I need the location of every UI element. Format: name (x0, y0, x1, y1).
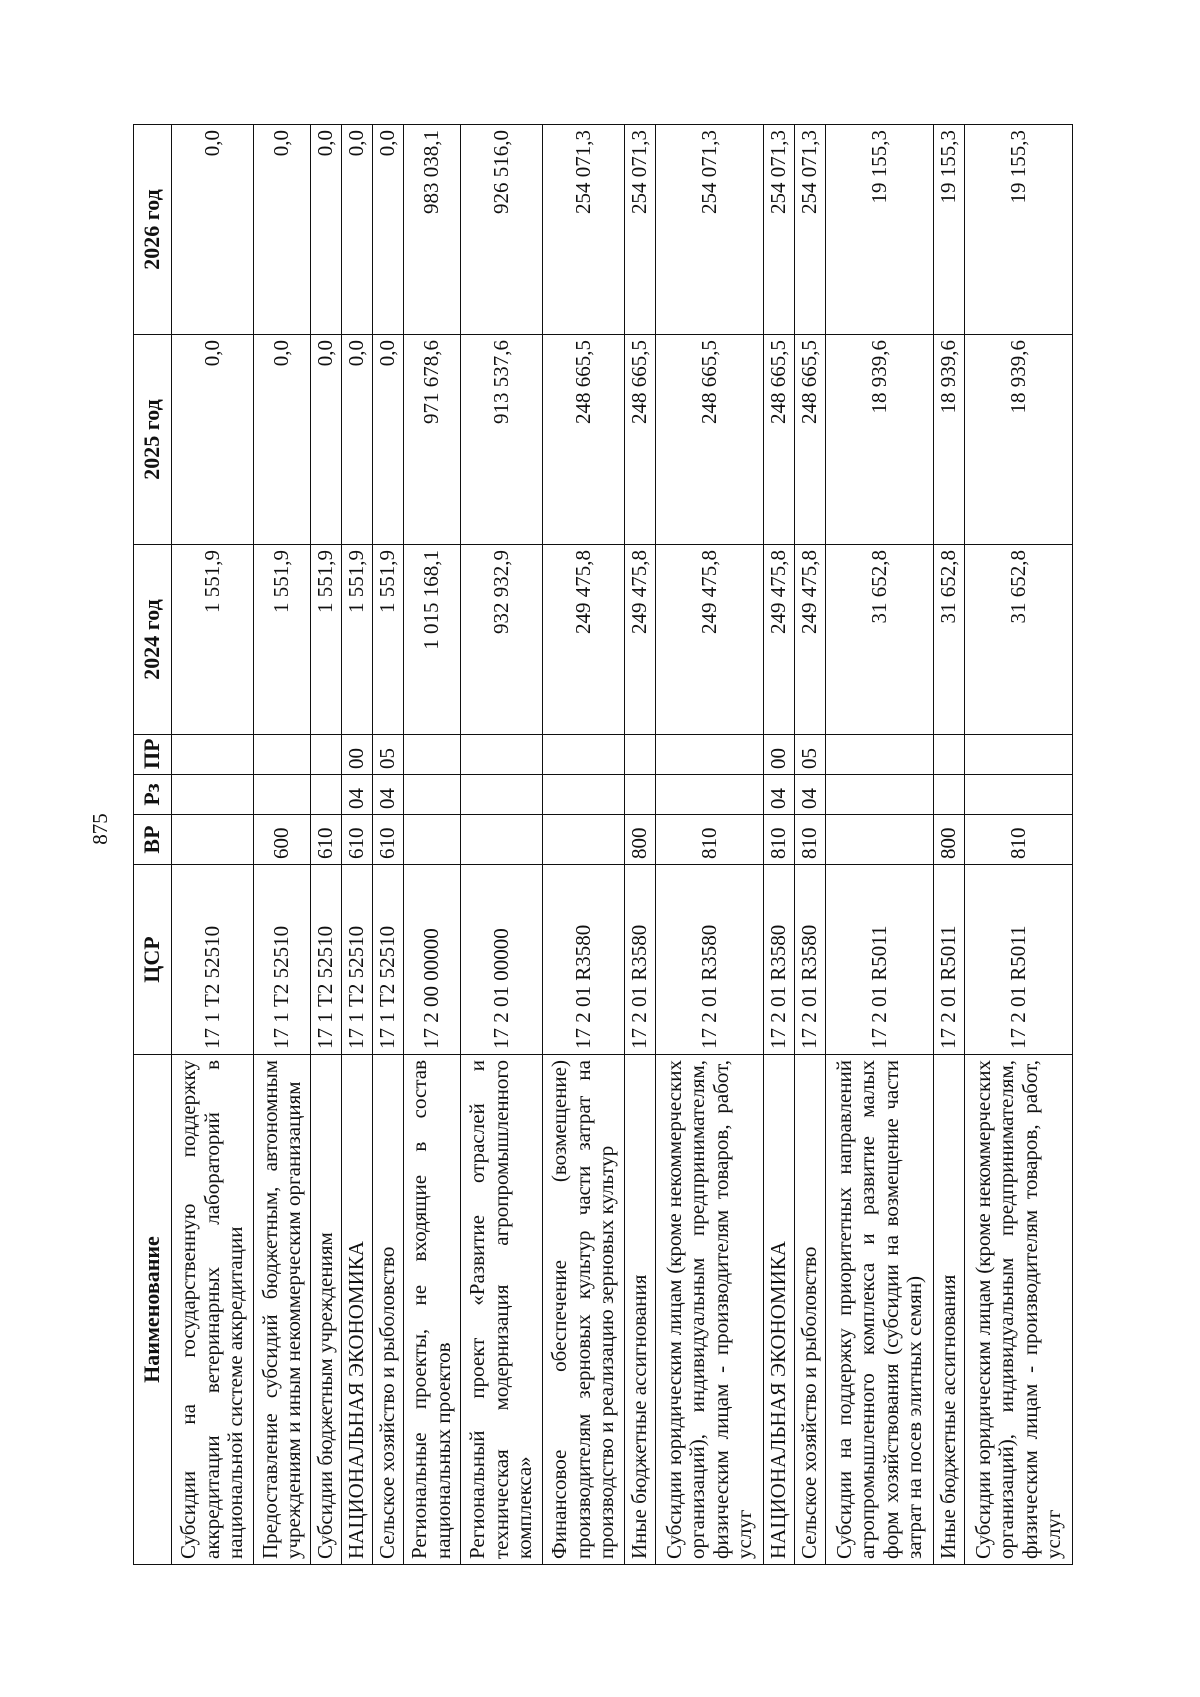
cell-name: Субсидии юридическим лицам (кроме некоммерческих организаций), индивидуальным предпринимателям, физическим лицам - производителям товаров, работ, услуг (965, 1055, 1073, 1565)
cell-2025: 18 939,6 (934, 335, 965, 545)
cell-pr: 05 (795, 735, 826, 775)
cell-2024: 1 551,9 (372, 545, 403, 735)
cell-2026: 0,0 (310, 125, 341, 335)
cell-pr (826, 735, 934, 775)
cell-2026: 19 155,3 (826, 125, 934, 335)
cell-name: Иные бюджетные ассигнования (625, 1055, 656, 1565)
cell-rz (254, 775, 311, 815)
cell-vr: 610 (372, 815, 403, 865)
cell-name: НАЦИОНАЛЬНАЯ ЭКОНОМИКА (764, 1055, 795, 1565)
cell-rz (656, 775, 764, 815)
table-row (625, 125, 656, 1565)
cell-rz (965, 775, 1073, 815)
cell-pr (254, 735, 311, 775)
cell-2025: 0,0 (172, 335, 254, 545)
cell-rz: 04 (764, 775, 795, 815)
cell-2026: 19 155,3 (965, 125, 1073, 335)
cell-pr (404, 735, 461, 775)
table-row (404, 125, 461, 1565)
cell-2025: 248 665,5 (656, 335, 764, 545)
table-row (795, 125, 826, 1565)
cell-2025: 18 939,6 (826, 335, 934, 545)
cell-pr (625, 735, 656, 775)
cell-2026: 254 071,3 (656, 125, 764, 335)
cell-name: Предоставление субсидий бюджетным, автономным учреждениям и иным некоммерческим организациям (254, 1055, 311, 1565)
cell-csr: 17 1 Т2 52510 (310, 865, 341, 1055)
table-row (460, 125, 542, 1565)
header-2024: 2024 год (134, 545, 172, 735)
cell-vr: 610 (310, 815, 341, 865)
cell-2025: 0,0 (254, 335, 311, 545)
cell-vr: 600 (254, 815, 311, 865)
table-row (826, 125, 934, 1565)
cell-name: Субсидии на государственную поддержку аккредитации ветеринарных лабораторий в национальной системе аккредитации (172, 1055, 254, 1565)
cell-2026: 19 155,3 (934, 125, 965, 335)
header-rz: Рз (134, 775, 172, 815)
table-row (965, 125, 1073, 1565)
cell-rz (826, 775, 934, 815)
cell-csr: 17 2 01 00000 (460, 865, 542, 1055)
cell-2026: 0,0 (172, 125, 254, 335)
table-row (934, 125, 965, 1565)
cell-rz: 04 (372, 775, 403, 815)
cell-rz (404, 775, 461, 815)
header-pr: ПР (134, 735, 172, 775)
cell-2026: 254 071,3 (625, 125, 656, 335)
rotated-table-wrapper (133, 125, 1073, 1565)
budget-table (133, 124, 1073, 1565)
cell-name: Сельское хозяйство и рыболовство (795, 1055, 826, 1565)
table-row (372, 125, 403, 1565)
cell-2024: 31 652,8 (934, 545, 965, 735)
cell-vr: 610 (341, 815, 372, 865)
cell-rz (934, 775, 965, 815)
cell-rz (625, 775, 656, 815)
cell-rz (460, 775, 542, 815)
cell-2024: 249 475,8 (795, 545, 826, 735)
header-2026: 2026 год (134, 125, 172, 335)
cell-vr (172, 815, 254, 865)
cell-csr: 17 1 Т2 52510 (254, 865, 311, 1055)
cell-2025: 18 939,6 (965, 335, 1073, 545)
cell-name: Региональный проект «Развитие отраслей и техническая модернизация агропромышленного комплекса» (460, 1055, 542, 1565)
cell-csr: 17 2 00 00000 (404, 865, 461, 1055)
cell-vr (404, 815, 461, 865)
cell-name: Региональные проекты, не входящие в состав национальных проектов (404, 1055, 461, 1565)
cell-2025: 0,0 (341, 335, 372, 545)
cell-pr (172, 735, 254, 775)
cell-2024: 1 551,9 (341, 545, 372, 735)
cell-2024: 1 551,9 (254, 545, 311, 735)
table-row (172, 125, 254, 1565)
cell-pr (542, 735, 624, 775)
cell-name: Субсидии бюджетным учреждениям (310, 1055, 341, 1565)
cell-vr: 810 (764, 815, 795, 865)
cell-name: Субсидии на поддержку приоритетных направлений агропромышленного комплекса и развитие малых форм хозяйствования (субсидии на возмещение части затрат на посев элитных семян) (826, 1055, 934, 1565)
cell-rz (310, 775, 341, 815)
cell-2024: 1 551,9 (310, 545, 341, 735)
table-row (254, 125, 311, 1565)
cell-2026: 0,0 (341, 125, 372, 335)
cell-csr: 17 2 01 R3580 (542, 865, 624, 1055)
cell-vr: 800 (625, 815, 656, 865)
header-csr: ЦСР (134, 865, 172, 1055)
cell-rz (542, 775, 624, 815)
cell-2024: 1 015 168,1 (404, 545, 461, 735)
cell-2025: 971 678,6 (404, 335, 461, 545)
table-row (764, 125, 795, 1565)
cell-pr: 05 (372, 735, 403, 775)
cell-2024: 249 475,8 (764, 545, 795, 735)
cell-2025: 913 537,6 (460, 335, 542, 545)
cell-rz (172, 775, 254, 815)
cell-vr (542, 815, 624, 865)
cell-pr (656, 735, 764, 775)
cell-2024: 1 551,9 (172, 545, 254, 735)
cell-2026: 926 516,0 (460, 125, 542, 335)
cell-vr: 810 (795, 815, 826, 865)
cell-2025: 248 665,5 (795, 335, 826, 545)
cell-vr (460, 815, 542, 865)
cell-2024: 31 652,8 (965, 545, 1073, 735)
cell-2026: 0,0 (372, 125, 403, 335)
header-name: Наименование (134, 1055, 172, 1565)
cell-csr: 17 2 01 R5011 (965, 865, 1073, 1055)
cell-name: Иные бюджетные ассигнования (934, 1055, 965, 1565)
table-header-row (134, 125, 172, 1565)
cell-pr (460, 735, 542, 775)
cell-2026: 0,0 (254, 125, 311, 335)
cell-2026: 254 071,3 (795, 125, 826, 335)
cell-csr: 17 1 Т2 52510 (341, 865, 372, 1055)
cell-csr: 17 2 01 R3580 (656, 865, 764, 1055)
cell-rz: 04 (795, 775, 826, 815)
cell-name: НАЦИОНАЛЬНАЯ ЭКОНОМИКА (341, 1055, 372, 1565)
cell-2024: 932 932,9 (460, 545, 542, 735)
cell-pr: 00 (341, 735, 372, 775)
cell-csr: 17 2 01 R5011 (826, 865, 934, 1055)
header-vr: ВР (134, 815, 172, 865)
cell-vr (826, 815, 934, 865)
cell-pr: 00 (764, 735, 795, 775)
cell-2025: 248 665,5 (625, 335, 656, 545)
page-number: 875 (88, 813, 112, 845)
table-row (542, 125, 624, 1565)
cell-name: Финансовое обеспечение (возмещение) производителям зерновых культур части затрат на производство и реализацию зерновых культур (542, 1055, 624, 1565)
cell-2025: 0,0 (310, 335, 341, 545)
cell-pr (934, 735, 965, 775)
cell-2025: 0,0 (372, 335, 403, 545)
cell-2024: 249 475,8 (625, 545, 656, 735)
cell-2026: 983 038,1 (404, 125, 461, 335)
cell-csr: 17 1 Т2 52510 (172, 865, 254, 1055)
cell-csr: 17 2 01 R5011 (934, 865, 965, 1055)
cell-2026: 254 071,3 (542, 125, 624, 335)
cell-pr (965, 735, 1073, 775)
cell-2026: 254 071,3 (764, 125, 795, 335)
cell-2024: 31 652,8 (826, 545, 934, 735)
cell-csr: 17 2 01 R3580 (795, 865, 826, 1055)
cell-2025: 248 665,5 (764, 335, 795, 545)
table-row (656, 125, 764, 1565)
cell-csr: 17 1 Т2 52510 (372, 865, 403, 1055)
cell-pr (310, 735, 341, 775)
cell-csr: 17 2 01 R3580 (764, 865, 795, 1055)
table-row (310, 125, 341, 1565)
cell-2025: 248 665,5 (542, 335, 624, 545)
cell-name: Субсидии юридическим лицам (кроме некоммерческих организаций), индивидуальным предпринимателям, физическим лицам - производителям товаров, работ, услуг (656, 1055, 764, 1565)
header-2025: 2025 год (134, 335, 172, 545)
cell-name: Сельское хозяйство и рыболовство (372, 1055, 403, 1565)
cell-csr: 17 2 01 R3580 (625, 865, 656, 1055)
table-row (341, 125, 372, 1565)
cell-2024: 249 475,8 (542, 545, 624, 735)
cell-rz: 04 (341, 775, 372, 815)
cell-vr: 800 (934, 815, 965, 865)
cell-vr: 810 (965, 815, 1073, 865)
cell-2024: 249 475,8 (656, 545, 764, 735)
cell-vr: 810 (656, 815, 764, 865)
